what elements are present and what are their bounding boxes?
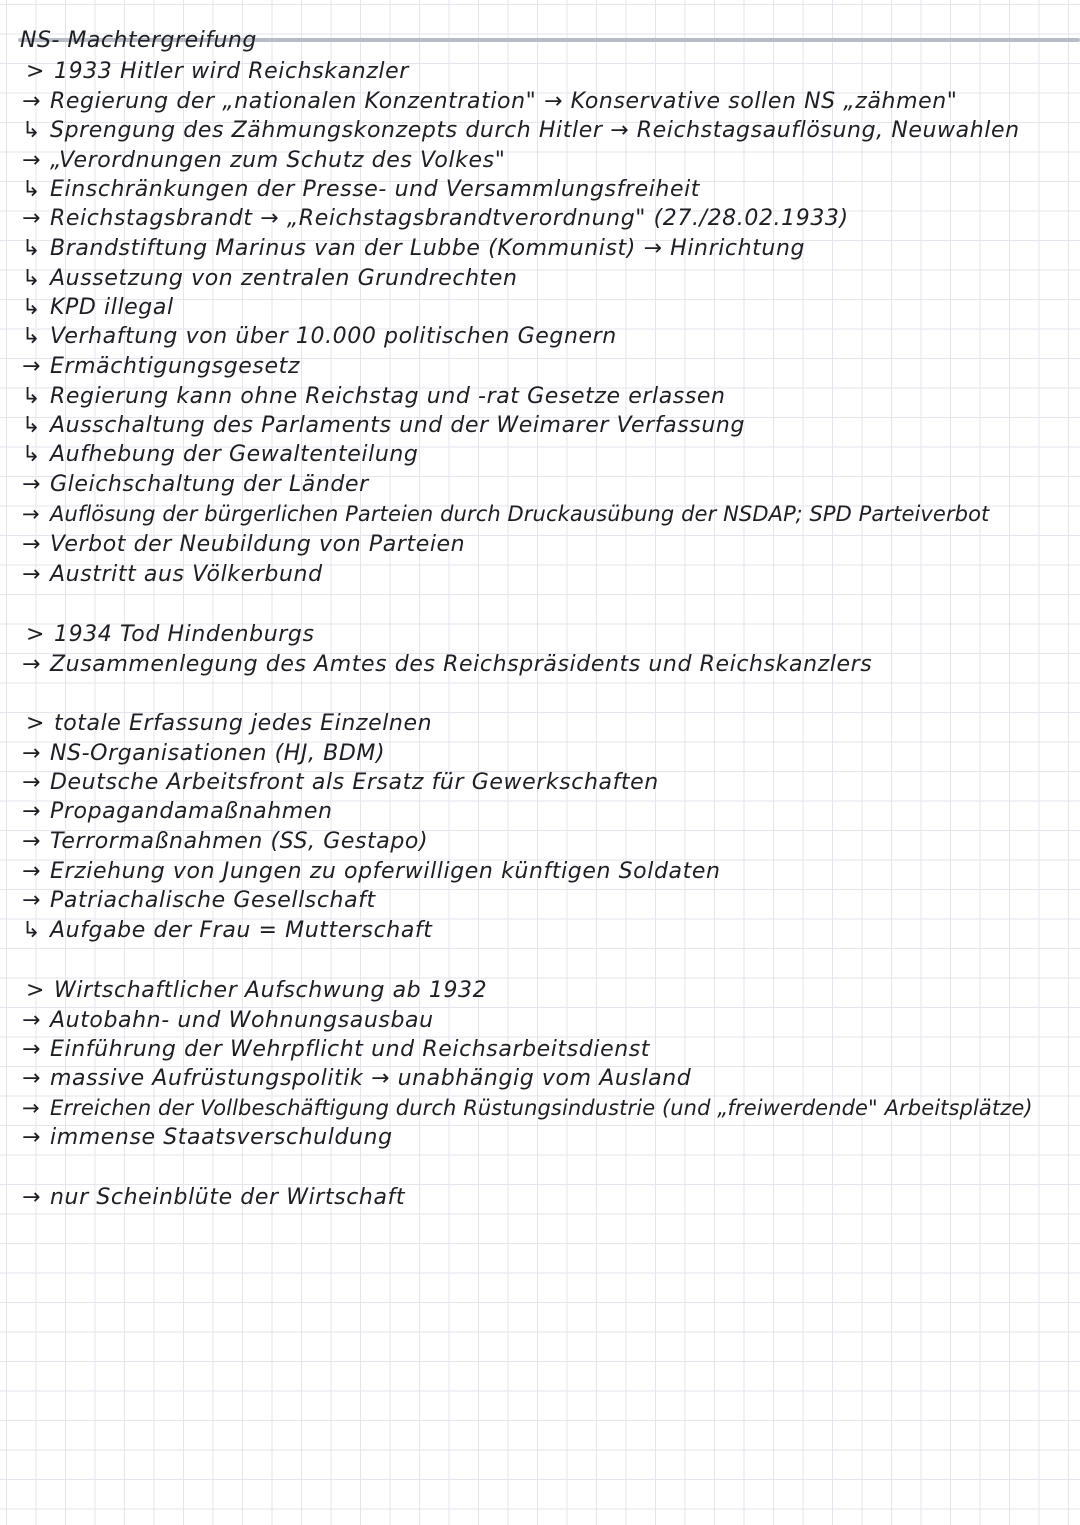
note-line bbox=[22, 1183, 405, 1213]
arrow-right-icon: → bbox=[22, 1066, 42, 1091]
note-line bbox=[22, 1006, 434, 1036]
note-line bbox=[22, 768, 659, 798]
sub-arrow-icon: ↳ bbox=[22, 295, 42, 320]
sub-arrow-icon: ↳ bbox=[22, 413, 42, 438]
note-line bbox=[22, 322, 617, 352]
arrow-right-icon: → bbox=[22, 562, 42, 587]
note-text: totale Erfassung jedes Einzelnen bbox=[54, 711, 433, 736]
sub-arrow-icon: ↳ bbox=[22, 177, 42, 202]
arrow-right-icon: → bbox=[22, 741, 42, 766]
arrow-right-icon: → bbox=[22, 89, 42, 114]
arrow-right-icon: → bbox=[22, 206, 42, 231]
note-text: Gleichschaltung der Länder bbox=[50, 472, 369, 497]
note-line bbox=[22, 234, 805, 264]
note-line bbox=[22, 175, 700, 205]
arrow-right-icon: → bbox=[22, 502, 40, 526]
arrow-right-icon: → bbox=[22, 652, 42, 677]
note-line bbox=[22, 739, 385, 769]
note-text: Einschränkungen der Presse- und Versammlungsfreiheit bbox=[50, 177, 701, 202]
section-heading bbox=[26, 976, 487, 1006]
note-text: Regierung der „nationalen Konzentration" → Konservative sollen NS „zähmen" bbox=[50, 89, 958, 114]
note-line bbox=[22, 293, 174, 323]
arrow-right-icon: → bbox=[22, 1096, 40, 1120]
bullet-chevron-icon: > bbox=[26, 622, 46, 647]
note-line bbox=[22, 116, 1020, 146]
note-line bbox=[22, 530, 465, 560]
page-title: NS- Machtergreifung bbox=[20, 28, 257, 53]
note-line bbox=[22, 560, 323, 590]
note-line bbox=[22, 146, 505, 176]
note-line bbox=[22, 857, 721, 887]
note-line bbox=[22, 886, 376, 916]
arrow-right-icon: → bbox=[22, 532, 42, 557]
note-text: Wirtschaftlicher Aufschwung ab 1932 bbox=[54, 978, 488, 1003]
note-line bbox=[22, 411, 745, 441]
sub-arrow-icon: ↳ bbox=[22, 324, 42, 349]
section-heading bbox=[26, 620, 315, 650]
note-line bbox=[22, 1035, 650, 1065]
section-heading bbox=[26, 709, 432, 739]
note-text: Aussetzung von zentralen Grundrechten bbox=[50, 266, 518, 291]
note-text: Patriachalische Gesellschaft bbox=[50, 888, 376, 913]
arrow-right-icon: → bbox=[22, 888, 42, 913]
bullet-chevron-icon: > bbox=[26, 978, 46, 1003]
note-text: Austritt aus Völkerbund bbox=[50, 562, 323, 587]
note-text: Erreichen der Vollbeschäftigung durch Rüstungsindustrie (und „freiwerdende" Arbeitsplätze) bbox=[50, 1096, 1033, 1120]
note-text: Regierung kann ohne Reichstag und -rat Gesetze erlassen bbox=[50, 384, 726, 409]
arrow-right-icon: → bbox=[22, 1008, 42, 1033]
note-text: Propagandamaßnahmen bbox=[50, 799, 333, 824]
arrow-right-icon: → bbox=[22, 799, 42, 824]
note-line bbox=[22, 440, 418, 470]
note-text: Autobahn- und Wohnungsausbau bbox=[50, 1008, 434, 1033]
sub-arrow-icon: ↳ bbox=[22, 118, 42, 143]
note-line bbox=[22, 916, 432, 946]
bullet-chevron-icon: > bbox=[26, 59, 46, 84]
note-text: 1933 Hitler wird Reichskanzler bbox=[54, 59, 409, 84]
note-text: massive Aufrüstungspolitik → unabhängig vom Ausland bbox=[50, 1066, 692, 1091]
note-line bbox=[22, 650, 872, 680]
note-line bbox=[22, 500, 989, 530]
note-line bbox=[22, 1064, 691, 1094]
sub-arrow-icon: ↳ bbox=[22, 918, 42, 943]
note-text: Verhaftung von über 10.000 politischen Gegnern bbox=[50, 324, 617, 349]
note-text: 1934 Tod Hindenburgs bbox=[54, 622, 315, 647]
sub-arrow-icon: ↳ bbox=[22, 442, 42, 467]
note-text: KPD illegal bbox=[50, 295, 174, 320]
arrow-right-icon: → bbox=[22, 472, 42, 497]
note-line bbox=[22, 264, 518, 294]
arrow-right-icon: → bbox=[22, 354, 42, 379]
arrow-right-icon: → bbox=[22, 1037, 42, 1062]
arrow-right-icon: → bbox=[22, 1185, 42, 1210]
note-line bbox=[22, 1123, 393, 1153]
arrow-right-icon: → bbox=[22, 148, 42, 173]
note-text: Verbot der Neubildung von Parteien bbox=[50, 532, 466, 557]
note-text: Deutsche Arbeitsfront als Ersatz für Gewerkschaften bbox=[50, 770, 659, 795]
arrow-right-icon: → bbox=[22, 829, 42, 854]
note-text: Auflösung der bürgerlichen Parteien durch Druckausübung der NSDAP; SPD Parteiverbot bbox=[50, 502, 990, 526]
note-text: Sprengung des Zähmungskonzepts durch Hitler → Reichstagsauflösung, Neuwahlen bbox=[50, 118, 1020, 143]
sub-arrow-icon: ↳ bbox=[22, 236, 42, 261]
note-text: Ermächtigungsgesetz bbox=[50, 354, 300, 379]
note-text: immense Staatsverschuldung bbox=[50, 1125, 393, 1150]
note-line bbox=[22, 382, 726, 412]
note-line bbox=[22, 87, 958, 117]
note-text: Einführung der Wehrpflicht und Reichsarbeitsdienst bbox=[50, 1037, 651, 1062]
note-text: Terrormaßnahmen (SS, Gestapo) bbox=[50, 829, 429, 854]
note-text: nur Scheinblüte der Wirtschaft bbox=[50, 1185, 406, 1210]
arrow-right-icon: → bbox=[22, 859, 42, 884]
note-text: „Verordnungen zum Schutz des Volkes" bbox=[50, 148, 506, 173]
note-text: Aufgabe der Frau = Mutterschaft bbox=[50, 918, 433, 943]
arrow-right-icon: → bbox=[22, 770, 42, 795]
section-heading bbox=[26, 57, 409, 87]
note-text: Aufhebung der Gewaltenteilung bbox=[50, 442, 419, 467]
note-line bbox=[22, 470, 369, 500]
note-text: Erziehung von Jungen zu opferwilligen künftigen Soldaten bbox=[50, 859, 721, 884]
sub-arrow-icon: ↳ bbox=[22, 266, 42, 291]
note-line bbox=[22, 1094, 1033, 1124]
note-line bbox=[22, 797, 333, 827]
arrow-right-icon: → bbox=[22, 1125, 42, 1150]
note-text: Zusammenlegung des Amtes des Reichspräsidents und Reichskanzlers bbox=[50, 652, 873, 677]
note-text: Brandstiftung Marinus van der Lubbe (Kommunist) → Hinrichtung bbox=[50, 236, 806, 261]
bullet-chevron-icon: > bbox=[26, 711, 46, 736]
note-text: Ausschaltung des Parlaments und der Weimarer Verfassung bbox=[50, 413, 746, 438]
note-line bbox=[22, 827, 428, 857]
note-line bbox=[22, 204, 849, 234]
note-text: Reichstagsbrandt → „Reichstagsbrandtverordnung" (27./28.02.1933) bbox=[50, 206, 849, 231]
note-text: NS-Organisationen (HJ, BDM) bbox=[50, 741, 386, 766]
sub-arrow-icon: ↳ bbox=[22, 384, 42, 409]
note-line bbox=[22, 352, 300, 382]
